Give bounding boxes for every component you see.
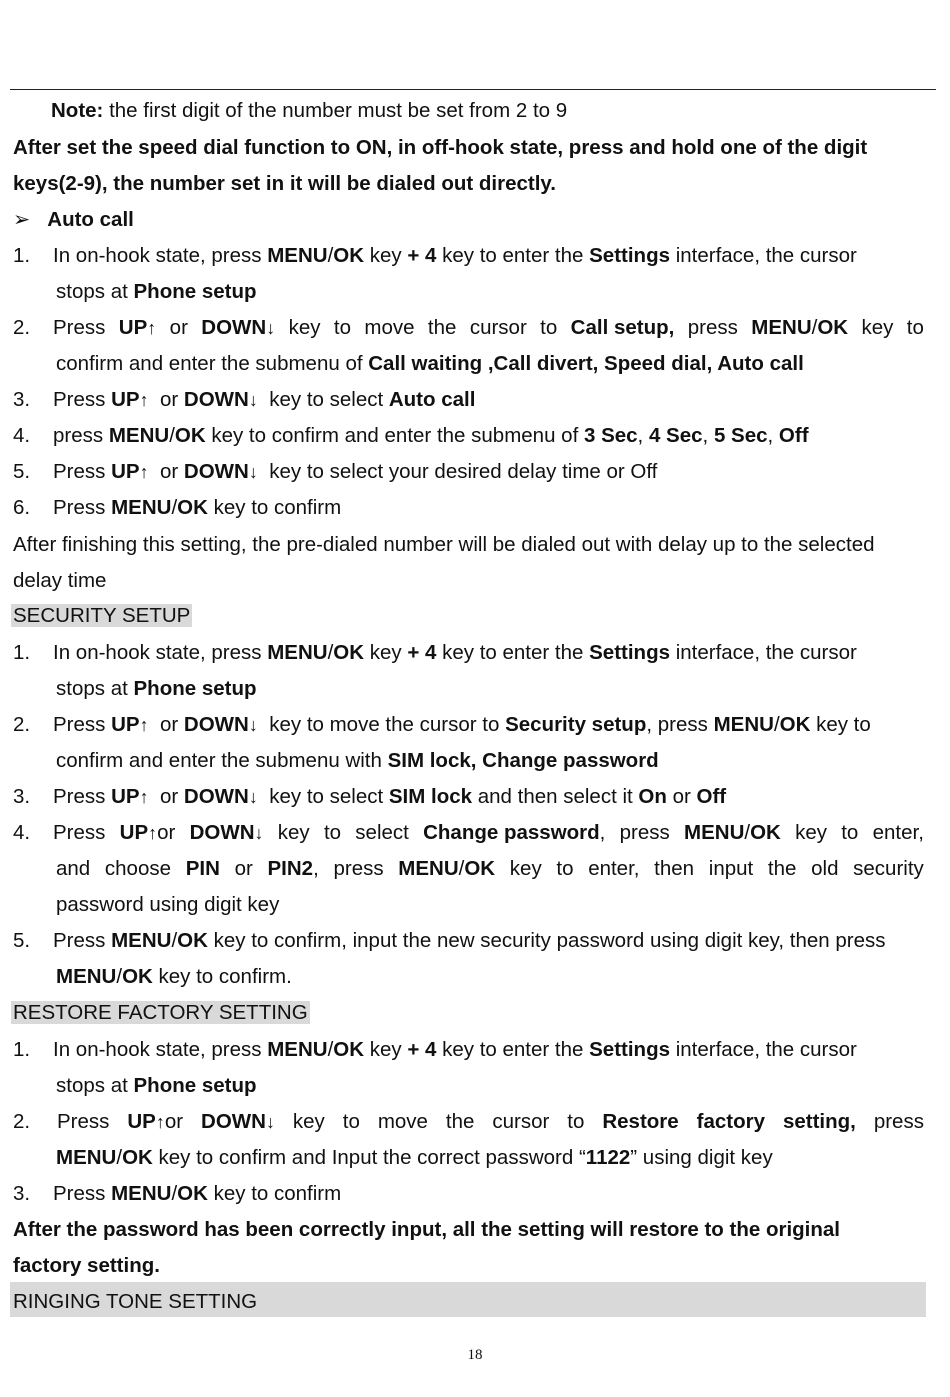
section-heading-security: SECURITY SETUP	[13, 604, 191, 627]
step-number: 3.	[13, 1182, 31, 1205]
step-number: 5.	[13, 460, 31, 483]
list-item-cont: password using digit key	[56, 893, 280, 916]
step-number: 2.	[13, 316, 31, 339]
speed-dial-line-1	[13, 135, 925, 161]
list-item-cont: MENU/OK key to confirm.	[56, 965, 292, 988]
list-item: In on-hook state, press MENU/OK key + 4 key to enter the Settings interface, the cursor	[53, 244, 857, 267]
step-number: 2.	[13, 1110, 31, 1133]
list-item-cont: confirm and enter the submenu of Call waiting ,Call divert, Speed dial, Auto call	[56, 352, 804, 375]
speed-dial-text-1: After set the speed dial function to ON, in off-hook state, press and hold one of the digit	[13, 136, 868, 159]
note-line	[51, 98, 950, 124]
auto-call-after-1: After finishing this setting, the pre-dialed number will be dialed out with delay up to the selected	[13, 533, 875, 556]
list-item: Press MENU/OK key to confirm	[53, 496, 342, 519]
list-item: Press MENU/OK key to confirm	[53, 1182, 342, 1205]
step-number: 6.	[13, 496, 31, 519]
list-item-cont: and choose PIN or PIN2, press MENU/OK key to enter, then input the old security	[56, 857, 924, 880]
auto-call-after-2: delay time	[13, 569, 107, 592]
speed-dial-line-2	[13, 171, 925, 197]
list-item: press MENU/OK key to confirm and enter the submenu of 3 Sec, 4 Sec, 5 Sec, Off	[53, 424, 809, 447]
bullet-arrow-icon: ➢	[13, 208, 31, 231]
list-item: Press UP↑or DOWN↓ key to select Change password, press MENU/OK key to enter,	[53, 821, 924, 844]
note-text: the first digit of the number must be set from 2 to 9	[103, 99, 568, 122]
note-label: Note:	[51, 99, 104, 122]
step-number: 4.	[13, 424, 31, 447]
step-number: 3.	[13, 785, 31, 808]
step-number: 5.	[13, 929, 31, 952]
step-number: 2.	[13, 713, 31, 736]
step-number: 4.	[13, 821, 31, 844]
step-number: 1.	[13, 1038, 31, 1061]
page-number: 18	[467, 1347, 483, 1363]
list-item: Press UP↑ or DOWN↓ key to select SIM lock and then select it On or Off	[53, 785, 727, 808]
list-item: In on-hook state, press MENU/OK key + 4 key to enter the Settings interface, the cursor	[53, 1038, 857, 1061]
list-item: In on-hook state, press MENU/OK key + 4 key to enter the Settings interface, the cursor	[53, 641, 857, 664]
list-item-cont: confirm and enter the submenu with SIM lock, Change password	[56, 749, 659, 772]
list-item: Press UP↑ or DOWN↓ key to move the cursor to Security setup, press MENU/OK key to	[53, 713, 871, 736]
list-item: Press MENU/OK key to confirm, input the new security password using digit key, then press	[53, 929, 886, 952]
auto-call-heading	[13, 207, 925, 233]
step-number: 3.	[13, 388, 31, 411]
section-heading-ringing: RINGING TONE SETTING	[13, 1290, 258, 1313]
list-item-cont: stops at Phone setup	[56, 677, 257, 700]
list-item: Press UP↑ or DOWN↓ key to select your desired delay time or Off	[53, 460, 658, 483]
list-item: Press UP↑ or DOWN↓ key to select Auto call	[53, 388, 476, 411]
auto-call-heading-text: Auto call	[47, 208, 134, 231]
restore-after-2: factory setting.	[13, 1254, 160, 1277]
list-item-cont: MENU/OK key to confirm and Input the correct password “1122” using digit key	[56, 1146, 773, 1169]
list-item: Press UP↑or DOWN↓ key to move the cursor to Restore factory setting, press	[57, 1110, 924, 1133]
list-item-cont: stops at Phone setup	[56, 1074, 257, 1097]
header-rule	[10, 89, 936, 90]
section-heading-restore: RESTORE FACTORY SETTING	[13, 1001, 308, 1024]
list-item-cont: stops at Phone setup	[56, 280, 257, 303]
step-number: 1.	[13, 641, 31, 664]
restore-after-1: After the password has been correctly input, all the setting will restore to the original	[13, 1218, 840, 1241]
list-item: Press UP↑ or DOWN↓ key to move the cursor to Call setup, press MENU/OK key to	[53, 316, 924, 339]
step-number: 1.	[13, 244, 31, 267]
speed-dial-text-2: keys(2-9), the number set in it will be dialed out directly.	[13, 172, 556, 195]
